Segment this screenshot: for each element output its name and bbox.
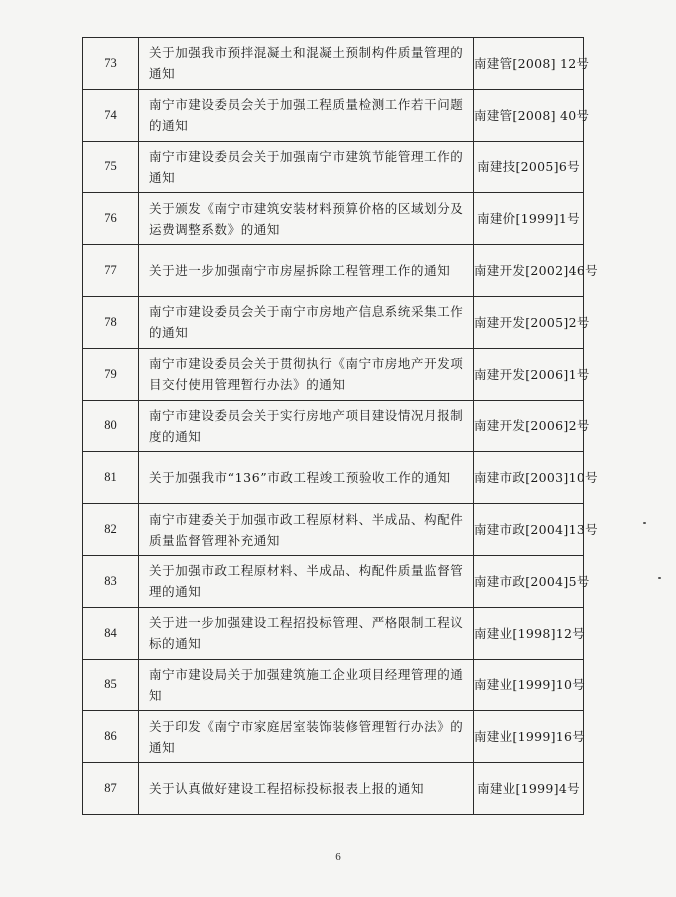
document-number: 南建开发[2002]46号	[474, 245, 584, 297]
table-row	[83, 763, 584, 815]
document-number: 南建业[1999]10号	[474, 659, 584, 711]
row-number: 77	[83, 245, 139, 297]
table-row	[83, 296, 584, 348]
document-title: 南宁市建设委员会关于贯彻执行《南宁市房地产开发项目交付使用管理暂行办法》的通知	[139, 348, 474, 400]
table-row	[83, 711, 584, 763]
row-number: 84	[83, 607, 139, 659]
row-number: 78	[83, 296, 139, 348]
document-number: 南建市政[2004]5号	[474, 555, 584, 607]
table-row	[83, 555, 584, 607]
table-row	[83, 607, 584, 659]
row-number: 81	[83, 452, 139, 504]
document-number: 南建开发[2006]1号	[474, 348, 584, 400]
table-body	[83, 38, 598, 815]
row-number: 80	[83, 400, 139, 452]
document-number: 南建开发[2006]2号	[474, 400, 584, 452]
document-title: 关于加强市政工程原材料、半成品、构配件质量监督管理的通知	[139, 555, 474, 607]
row-number: 86	[83, 711, 139, 763]
table-row	[83, 89, 584, 141]
document-title: 南宁市建委关于加强市政工程原材料、半成品、构配件质量监督管理补充通知	[139, 504, 474, 556]
table-row	[83, 348, 584, 400]
row-number: 73	[83, 38, 139, 90]
document-title: 关于加强我市“136”市政工程竣工预验收工作的通知	[139, 452, 474, 504]
document-title: 关于印发《南宁市家庭居室装饰装修管理暂行办法》的通知	[139, 711, 474, 763]
row-number: 83	[83, 555, 139, 607]
document-title: 南宁市建设局关于加强建筑施工企业项目经理管理的通知	[139, 659, 474, 711]
document-number: 南建开发[2005]2号	[474, 296, 584, 348]
document-number: 南建业[1999]4号	[474, 763, 584, 815]
table-row	[83, 659, 584, 711]
document-number: 南建业[1998]12号	[474, 607, 584, 659]
document-title: 南宁市建设委员会关于实行房地产项目建设情况月报制度的通知	[139, 400, 474, 452]
row-number: 87	[83, 763, 139, 815]
scan-speck	[643, 522, 646, 524]
document-number: 南建业[1999]16号	[474, 711, 584, 763]
document-number: 南建市政[2003]10号	[474, 452, 584, 504]
document-title: 关于认真做好建设工程招标投标报表上报的通知	[139, 763, 474, 815]
document-number: 南建技[2005]6号	[474, 141, 584, 193]
table-row	[83, 193, 584, 245]
page-number: 6	[335, 851, 341, 863]
table-row	[83, 504, 584, 556]
table-row	[83, 38, 584, 90]
document-number: 南建管[2008] 40号	[474, 89, 584, 141]
document-number: 南建市政[2004]13号	[474, 504, 584, 556]
scan-speck	[658, 577, 661, 579]
document-title: 关于颁发《南宁市建筑安装材料预算价格的区域划分及运费调整系数》的通知	[139, 193, 474, 245]
table-row	[83, 400, 584, 452]
document-title: 南宁市建设委员会关于加强南宁市建筑节能管理工作的通知	[139, 141, 474, 193]
document-title: 关于进一步加强南宁市房屋拆除工程管理工作的通知	[139, 245, 474, 297]
row-number: 85	[83, 659, 139, 711]
document-list-table	[82, 37, 598, 815]
row-number: 76	[83, 193, 139, 245]
table-row	[83, 141, 584, 193]
document-title: 关于加强我市预拌混凝土和混凝土预制构件质量管理的通知	[139, 38, 474, 90]
row-number: 79	[83, 348, 139, 400]
table-row	[83, 245, 584, 297]
row-number: 75	[83, 141, 139, 193]
row-number: 82	[83, 504, 139, 556]
row-number: 74	[83, 89, 139, 141]
table-row	[83, 452, 584, 504]
document-number: 南建价[1999]1号	[474, 193, 584, 245]
document-number: 南建管[2008] 12号	[474, 38, 584, 90]
document-title: 南宁市建设委员会关于加强工程质量检测工作若干问题的通知	[139, 89, 474, 141]
document-title: 关于进一步加强建设工程招投标管理、严格限制工程议标的通知	[139, 607, 474, 659]
document-title: 南宁市建设委员会关于南宁市房地产信息系统采集工作的通知	[139, 296, 474, 348]
